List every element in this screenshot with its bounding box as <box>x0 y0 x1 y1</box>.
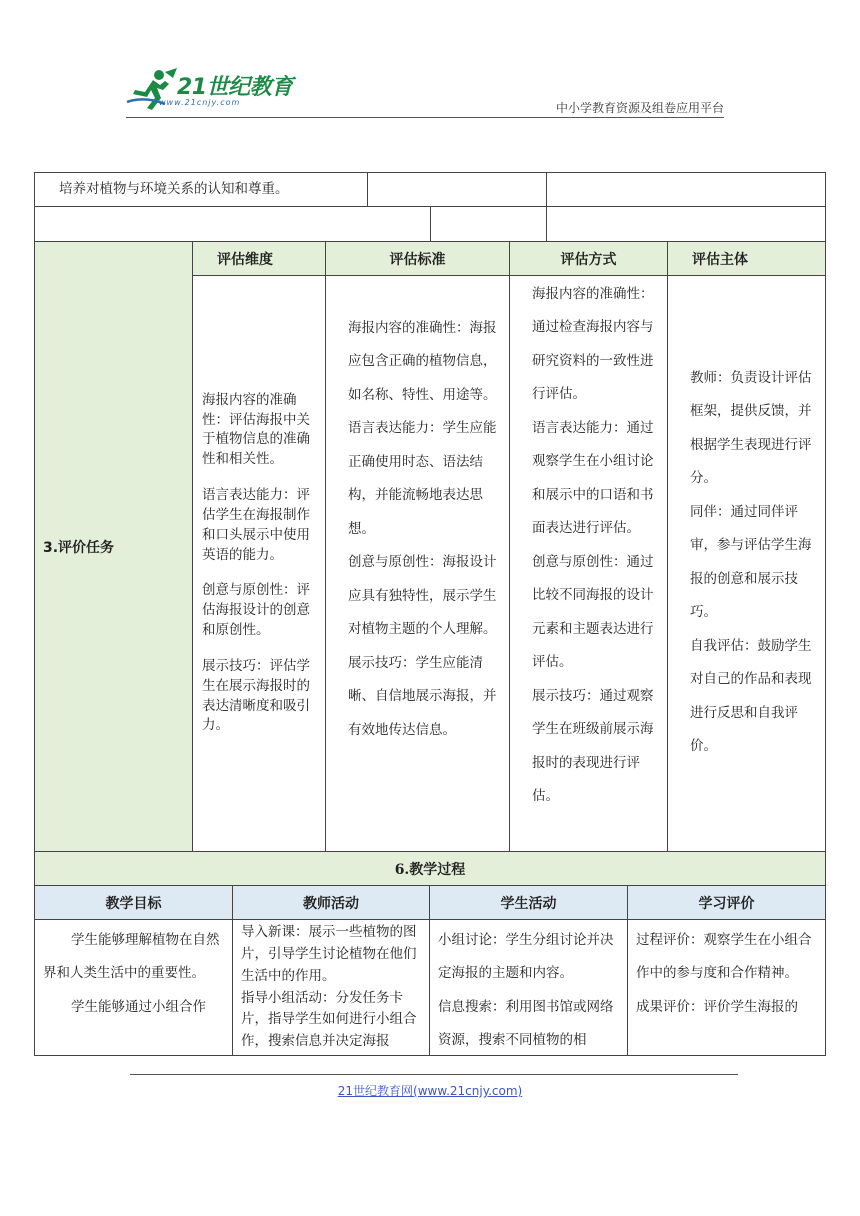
dimension-item: 语言表达能力：评估学生在海报制作和口头展示中使用英语的能力。 <box>202 487 310 563</box>
goal-item: 学生能够通过小组合作 <box>71 998 206 1015</box>
logo-wordmark: 21世纪教育 <box>177 75 293 100</box>
table-cell-empty <box>430 206 547 242</box>
footer-link-text[interactable]: 21世纪教育网(www.21cnjy.com) <box>337 1084 523 1098</box>
dimension-item: 海报内容的准确性：评估海报中关于植物信息的准确性和相关性。 <box>202 391 310 468</box>
process-assessment-cell <box>627 919 826 1056</box>
student-activity-item: 信息搜索：利用图书馆或网络资源，搜索不同植物的相 <box>438 998 614 1049</box>
assessment-item: 过程评价：观察学生在小组合作中的参与度和合作精神。 <box>636 932 812 982</box>
table-cell-empty <box>34 206 431 242</box>
method-item: 海报内容的准确性：通过检查海报内容与研究资料的一致性进行评估。 <box>532 286 654 403</box>
dimension-item: 创意与原创性：评估海报设计的创意和原创性。 <box>202 582 310 639</box>
column-header-method: 评估方式 <box>509 241 668 276</box>
method-item: 创意与原创性：通过比较不同海报的设计元素和主题表达进行评估。 <box>532 553 654 671</box>
standard-item: 语言表达能力：学生应能正确使用时态、语法结构，并能流畅地表达思想。 <box>348 420 497 537</box>
table-cell-empty <box>367 172 547 207</box>
subject-item: 教师：负责设计评估框架，提供反馈，并根据学生表现进行评分。 <box>690 370 812 487</box>
process-header-student: 学生活动 <box>429 885 628 920</box>
process-title: 6.教学过程 <box>34 851 826 886</box>
assessment-item: 成果评价：评价学生海报的 <box>636 998 798 1015</box>
column-header-standard: 评估标准 <box>325 241 510 276</box>
footer-link[interactable] <box>0 1082 860 1099</box>
evaluation-section-label-cell <box>34 241 193 852</box>
objective-text: 培养对植物与环境关系的认知和尊重。 <box>59 181 289 197</box>
evaluation-dimensions-cell <box>192 275 326 852</box>
teacher-activity-item: 导入新课：展示一些植物的图片，引导学生讨论植物在他们生活中的作用。 <box>241 924 417 984</box>
standard-item: 创意与原创性：海报设计应具有独特性，展示学生对植物主题的个人理解。 <box>348 554 497 638</box>
process-header-goal: 教学目标 <box>34 885 233 920</box>
subject-item: 自我评估：鼓励学生对自己的作品和表现进行反思和自我评价。 <box>690 637 812 755</box>
dimension-item: 展示技巧：评估学生在展示海报时的表达清晰度和吸引力。 <box>202 657 310 734</box>
table-cell-objective <box>34 172 368 207</box>
method-item: 展示技巧：通过观察学生在班级前展示海报时的表现进行评估。 <box>532 687 654 805</box>
subject-item: 同伴：通过同伴评审，参与评估学生海报的创意和展示技巧。 <box>690 503 812 621</box>
evaluation-standards-cell <box>325 275 510 852</box>
logo <box>125 66 293 116</box>
column-header-subject: 评估主体 <box>667 241 826 276</box>
student-activity-item: 小组讨论：学生分组讨论并决定海报的主题和内容。 <box>438 932 614 982</box>
process-teacher-cell <box>232 919 430 1056</box>
evaluation-section-label: 3.评价任务 <box>43 539 115 556</box>
platform-tagline: 中小学教育资源及组卷应用平台 <box>555 101 724 115</box>
page-header <box>0 0 860 125</box>
process-header-assessment: 学习评价 <box>627 885 826 920</box>
standard-item: 海报内容的准确性：海报应包含正确的植物信息，如名称、特性、用途等。 <box>348 320 497 403</box>
evaluation-subjects-cell <box>667 275 826 852</box>
method-item: 语言表达能力：通过观察学生在小组讨论和展示中的口语和书面表达进行评估。 <box>532 419 654 537</box>
process-student-cell <box>429 919 628 1056</box>
teacher-activity-item: 指导小组活动：分发任务卡片，指导学生如何进行小组合作，搜索信息并决定海报 <box>241 989 417 1050</box>
process-goals-cell <box>34 919 233 1056</box>
evaluation-methods-cell <box>509 275 668 852</box>
header-divider <box>126 117 724 118</box>
footer-divider <box>130 1074 738 1075</box>
process-header-teacher: 教师活动 <box>232 885 430 920</box>
table-cell-empty <box>546 172 826 207</box>
table-cell-empty <box>546 206 826 242</box>
goal-item: 学生能够理解植物在自然界和人类生活中的重要性。 <box>43 932 220 982</box>
column-header-dimension: 评估维度 <box>192 241 326 276</box>
logo-url: www.21cnjy.com <box>159 98 241 107</box>
standard-item: 展示技巧：学生应能清晰、自信地展示海报，并有效地传达信息。 <box>348 654 497 738</box>
